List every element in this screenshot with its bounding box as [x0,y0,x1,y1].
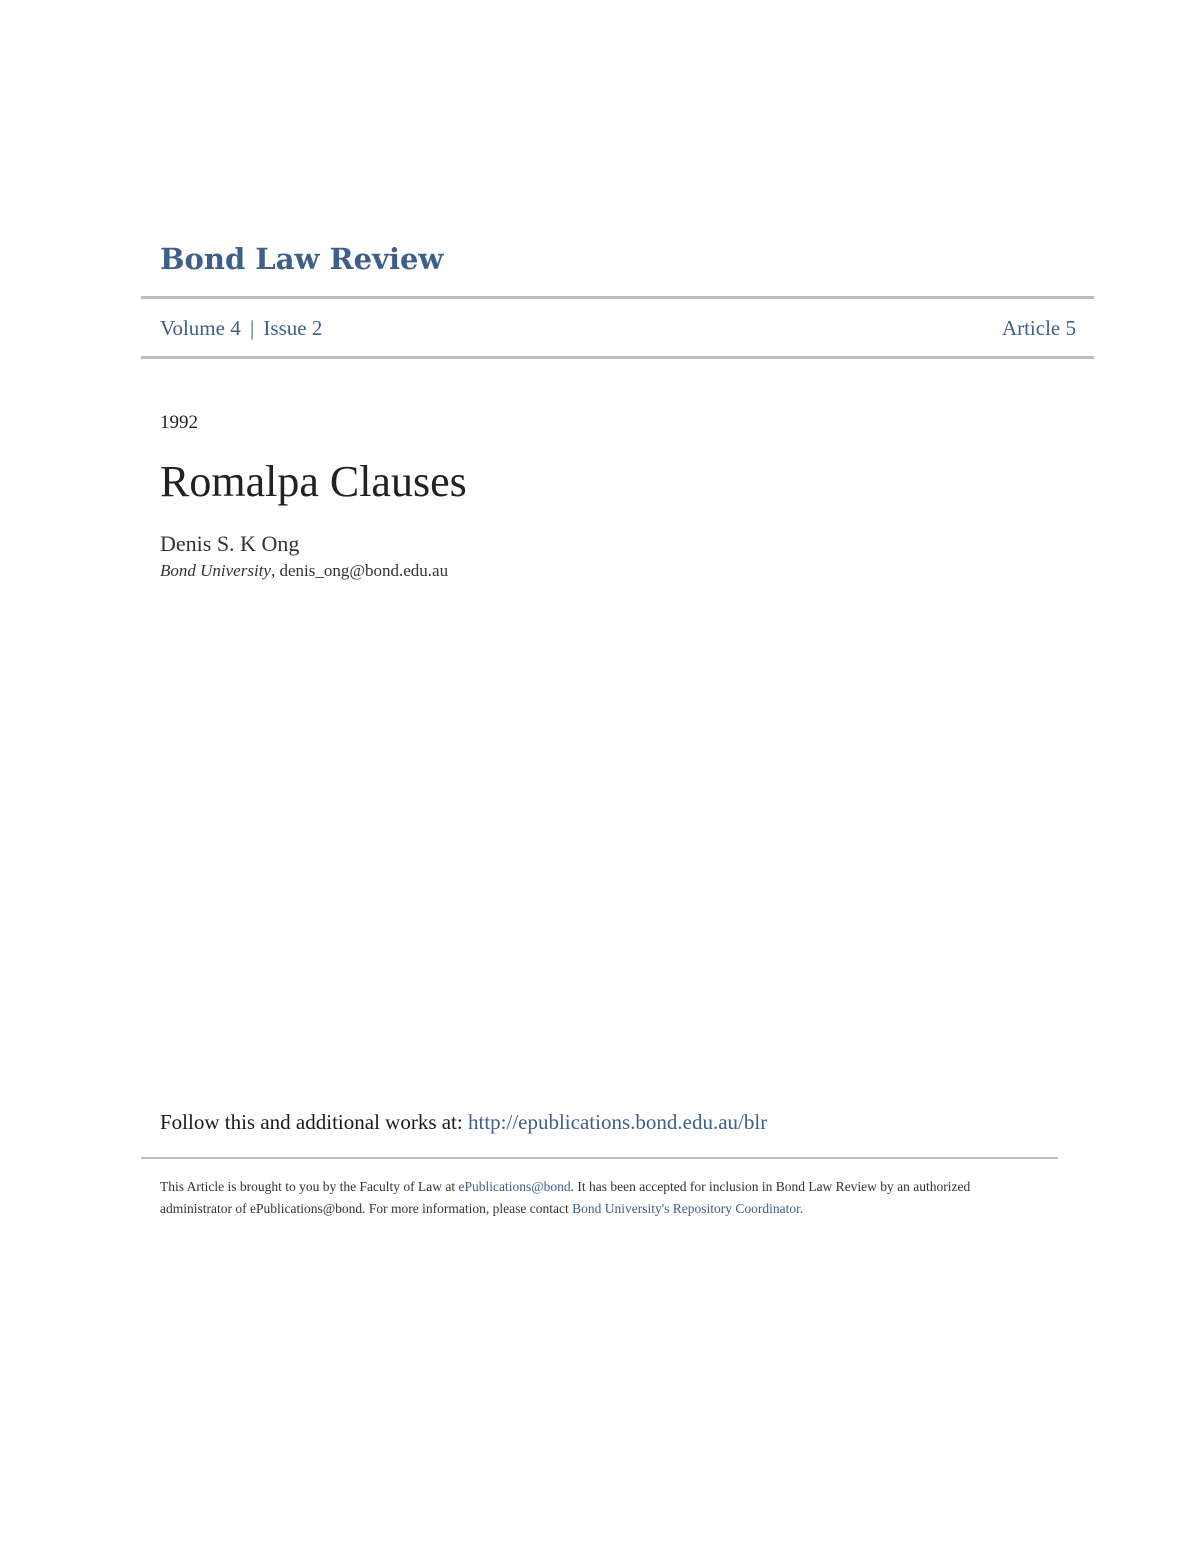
epublications-link[interactable]: ePublications@bond [458,1179,571,1194]
notice-text-3: . [799,1201,804,1216]
publication-year: 1992 [160,412,198,433]
header-bottom-rule [141,356,1094,359]
repository-notice [160,1176,1040,1220]
footer-rule [141,1157,1058,1159]
repository-coordinator-link[interactable]: Bond University's Repository Coordinator [572,1201,800,1216]
author-email: , denis_ong@bond.edu.au [270,561,449,580]
header-top-rule [141,296,1094,299]
author-institution: Bond University [160,561,271,580]
volume-issue-line [160,316,322,341]
author-affiliation [160,561,448,581]
journal-title: Bond Law Review [160,242,444,276]
article-number-link[interactable]: Article 5 [1001,316,1076,340]
volume-issue-separator: | [249,316,255,340]
notice-text-2: . It has been accepted for inclusion in Bond Law Review by an authorized administrator of ePublications@bond. For more information, please contact [160,1179,971,1216]
issue-link[interactable]: Issue 2 [263,316,323,340]
author-name: Denis S. K Ong [160,531,300,556]
follow-line [160,1110,767,1135]
follow-link[interactable]: http://epublications.bond.edu.au/blr [467,1110,768,1134]
notice-text-1: This Article is brought to you by the Faculty of Law at [160,1179,459,1194]
volume-link[interactable]: Volume 4 [160,316,241,340]
follow-label: Follow this and additional works at: [160,1110,468,1134]
article-title: Romalpa Clauses [160,457,467,506]
